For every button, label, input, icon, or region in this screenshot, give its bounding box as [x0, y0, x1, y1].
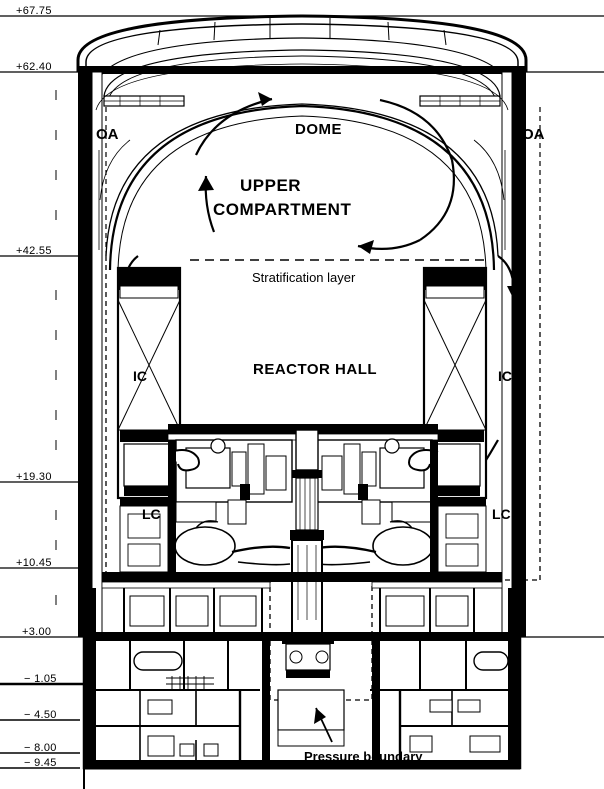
dome-interior-structure: [104, 56, 500, 106]
label-upper-compartment-line2: COMPARTMENT: [213, 200, 352, 219]
elevation-label: − 8.00: [24, 742, 57, 754]
elevation-label: +62.40: [16, 61, 52, 73]
label-lc-right: LC: [492, 506, 511, 522]
label-oa-right: OA: [522, 126, 545, 143]
elevation-label: +19.30: [16, 471, 52, 483]
elevation-label: − 4.50: [24, 709, 57, 721]
label-stratification-layer: Stratification layer: [252, 270, 356, 285]
label-ic-right: IC: [498, 368, 512, 384]
label-lc-left: LC: [142, 506, 161, 522]
ground-line: [0, 684, 84, 789]
label-oa-left: OA: [96, 126, 119, 143]
elevation-label: +10.45: [16, 557, 52, 569]
elevation-label: +3.00: [22, 626, 52, 638]
label-upper-compartment-line1: UPPER: [240, 176, 302, 195]
elevation-label: +42.55: [16, 245, 52, 257]
label-ic-left: IC: [133, 368, 147, 384]
elevation-label: − 1.05: [24, 673, 57, 685]
label-dome: DOME: [295, 121, 342, 138]
label-pressure-boundary: Pressure boundary: [304, 749, 423, 764]
label-reactor-hall: REACTOR HALL: [253, 361, 378, 378]
elevation-label: − 9.45: [24, 757, 57, 769]
elevation-label: +67.75: [16, 5, 52, 17]
